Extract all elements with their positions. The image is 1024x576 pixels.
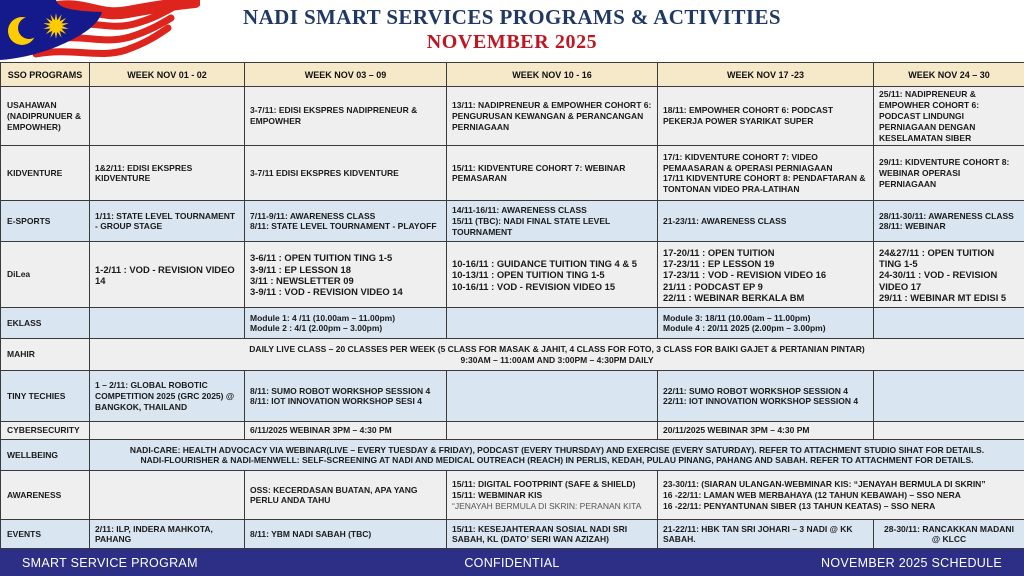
schedule-entry: 8/11: YBM NADI SABAH (TBC) [250, 528, 372, 539]
table-header-row [1, 63, 1024, 87]
schedule-entry: Module 4 : 20/11 2025 (2.00pm – 3.00pm) [663, 323, 826, 334]
schedule-entry: 15/11: KESEJAHTERAAN SOSIAL NADI SRI SABAH, KL (DATO’ SERI WAN AZIZAH) [452, 523, 628, 545]
page-title: NADI SMART SERVICES PROGRAMS & ACTIVITIES [243, 5, 781, 29]
schedule-cell [658, 201, 874, 242]
schedule-entry: 1&2/11: EDISI EKSPRES KIDVENTURE [95, 162, 193, 184]
table-row [1, 146, 1024, 201]
schedule-cell [90, 242, 245, 308]
schedule-entry: 2/11: ILP, INDERA MAHKOTA, PAHANG [95, 523, 213, 545]
schedule-entry: 3-9/11 : VOD - REVISION VIDEO 14 [250, 286, 403, 298]
schedule-cell [874, 308, 1024, 339]
schedule-cell [90, 339, 1024, 371]
schedule-cell [245, 242, 447, 308]
program-cell: EKLASS [1, 308, 90, 339]
schedule-entry: 15/11 (TBC): NADI FINAL STATE LEVEL TOURNAMENT [452, 215, 611, 237]
schedule-cell [447, 308, 658, 339]
schedule-entry: 16 -22/11: PENYANTUNAN SIBER (13 TAHUN KEATAS) – SSO NERA [663, 500, 936, 511]
schedule-entry: 10-13/11 : OPEN TUITION TING 1-5 [452, 269, 605, 281]
schedule-cell [658, 146, 874, 201]
program-cell: E-SPORTS [1, 201, 90, 242]
footer-left-text: SMART SERVICE PROGRAM [22, 555, 198, 570]
program-cell: EVENTS [1, 520, 90, 549]
schedule-entry: 15/11: DIGITAL FOOTPRINT (SAFE & SHIELD) [452, 479, 636, 490]
schedule-entry: 1 – 2/11: GLOBAL ROBOTIC COMPETITION 2025 (GRC 2025) @ BANGKOK, THAILAND [95, 380, 235, 412]
schedule-entry: 21-22/11: HBK TAN SRI JOHARI – 3 NADI @ KK SABAH. [663, 523, 853, 545]
schedule-cell [447, 422, 658, 440]
schedule-entry: 18/11: EMPOWHER COHORT 6: PODCAST PEKERJA POWER SYARIKAT SUPER [663, 105, 834, 127]
schedule-entry: 3-7/11 EDISI EKSPRES KIDVENTURE [250, 167, 399, 178]
schedule-cell [447, 146, 658, 201]
schedule-entry: 17/11 KIDVENTURE COHORT 8: PENDAFTARAN & TONTONAN VIDEO PRA-LATIHAN [663, 173, 866, 195]
schedule-entry: 6/11/2025 WEBINAR 3PM – 4:30 PM [250, 425, 392, 436]
schedule-cell [874, 371, 1024, 422]
table-row [1, 422, 1024, 440]
table-row [1, 471, 1024, 520]
schedule-cell [874, 87, 1024, 146]
schedule-entry: 22/11 : WEBINAR BERKALA BM [663, 291, 805, 303]
program-cell: WELLBEING [1, 440, 90, 471]
schedule-entry: Module 3: 18/11 (10.00am – 11.00pm) [663, 312, 811, 323]
schedule-entry: 8/11: SUMO ROBOT WORKSHOP SESSION 4 [250, 385, 431, 396]
schedule-cell [245, 201, 447, 242]
schedule-entry: 17-23/11 : VOD - REVISION VIDEO 16 [663, 269, 827, 281]
schedule-cell [90, 146, 245, 201]
schedule-cell [90, 422, 245, 440]
footer-right-text: NOVEMBER 2025 SCHEDULE [821, 555, 1002, 570]
schedule-cell [447, 520, 658, 549]
schedule-entry: 15/11: KIDVENTURE COHORT 7: WEBINAR PEMASARAN [452, 162, 626, 184]
page-subtitle: NOVEMBER 2025 [426, 31, 598, 53]
schedule-entry: 17-23/11 : EP LESSON 19 [663, 257, 775, 269]
schedule-entry: 10-16/11 : GUIDANCE TUITION TING 4 & 5 [452, 257, 637, 269]
schedule-cell [90, 371, 245, 422]
table-body [1, 87, 1024, 549]
column-header: WEEK NOV 17 -23 [658, 63, 874, 87]
schedule-cell [90, 308, 245, 339]
schedule-entry: Module 2 : 4/1 (2.00pm – 3.00pm) [250, 323, 383, 334]
schedule-entry: 21/11 : PODCAST EP 9 [663, 280, 763, 292]
schedule-entry: “JENAYAH BERMULA DI SKRIN: PERANAN KITA [452, 500, 642, 511]
program-cell: AWARENESS [1, 471, 90, 520]
schedule-entry: Module 1: 4 /11 (10.00am – 11.00pm) [250, 312, 396, 323]
schedule-entry: 9:30AM – 11:00AM AND 3:00PM – 4:30PM DAILY [460, 354, 654, 365]
table-row [1, 308, 1024, 339]
column-header: WEEK NOV 01 - 02 [90, 63, 245, 87]
schedule-entry: 16 -22/11: LAMAN WEB MERBAHAYA (12 TAHUN KEBAWAH) – SSO NERA [663, 489, 961, 500]
schedule-cell [245, 146, 447, 201]
schedule-entry: 20/11/2025 WEBINAR 3PM – 4:30 PM [663, 425, 810, 436]
schedule-cell [447, 471, 658, 520]
schedule-entry: 8/11: IOT INNOVATION WORKSHOP SESI 4 [250, 396, 422, 407]
schedule-entry: 24&27/11 : OPEN TUITION TING 1-5 [879, 246, 995, 269]
schedule-entry: 1-2/11 : VOD - REVISION VIDEO 14 [95, 263, 235, 286]
schedule-entry: 14/11-16/11: AWARENESS CLASS [452, 205, 587, 216]
schedule-cell [90, 87, 245, 146]
schedule-entry: 3/11 : NEWSLETTER 09 [250, 274, 354, 286]
schedule-entry: 3-7/11: EDISI EKSPRES NADIPRENEUR & EMPOWHER [250, 105, 418, 127]
column-header: WEEK NOV 03 – 09 [245, 63, 447, 87]
schedule-entry: 15/11: WEBMINAR KIS [452, 489, 543, 500]
schedule-entry: 28-30/11: RANCAKKAN MADANI @ KLCC [884, 523, 1014, 545]
schedule-entry: NADI-FLOURISHER & NADI-MENWELL: SELF-SCREENING AT NADI AND MEDICAL OUTREACH (REACH) IN PERLIS, KEDAH, PULAU PINANG, PAHANG AND SABAH. REFER TO ATTACHMENT FOR DETAILS. [140, 455, 974, 466]
schedule-entry: 1/11: STATE LEVEL TOURNAMENT - GROUP STAGE [95, 210, 236, 232]
schedule-cell [245, 308, 447, 339]
schedule-entry: 3-9/11 : EP LESSON 18 [250, 263, 351, 275]
schedule-entry: NADI-CARE: HEALTH ADVOCACY VIA WEBINAR(LIVE – EVERY TUESDAY & FRIDAY), PODCAST (EVERY THURSDAY) AND EXERCISE (EVERY SATURDAY). REFER TO ATTACHMENT STUDIO SIHAT FOR DETAILS. [129, 444, 985, 455]
program-cell: DiLea [1, 242, 90, 308]
table-row [1, 242, 1024, 308]
schedule-entry: 17/1: KIDVENTURE COHORT 7: VIDEO PEMAASARAN & OPERASI PERNIAGAAN [663, 151, 833, 173]
schedule-cell [658, 520, 874, 549]
program-cell: CYBERSECURITY [1, 422, 90, 440]
schedule-entry: 25/11: NADIPRENEUR & EMPOWHER COHORT 6: PODCAST LINDUNGI PERNIAGAAN DENGAN KESELAMATAN SIBER [879, 89, 980, 143]
schedule-entry: 29/11: KIDVENTURE COHORT 8: WEBINAR OPERASI PERNIAGAAN [879, 157, 1010, 189]
schedule-entry: 17-20/11 : OPEN TUITION [663, 246, 775, 258]
schedule-cell [874, 422, 1024, 440]
program-cell: USAHAWAN (NADIPRUNUER & EMPOWHER) [1, 87, 90, 146]
schedule-entry: 21-23/11: AWARENESS CLASS [663, 215, 787, 226]
schedule-entry: 8/11: STATE LEVEL TOURNAMENT - PLAYOFF [250, 221, 437, 232]
schedule-cell [658, 371, 874, 422]
column-header: SSO PROGRAMS [1, 63, 90, 87]
schedule-cell [447, 87, 658, 146]
page-header [0, 0, 1024, 62]
schedule-entry: 13/11: NADIPRENEUR & EMPOWHER COHORT 6: PENGURUSAN KEWANGAN & PERANCANGAN PERNIAGAAN [452, 99, 652, 132]
schedule-cell [245, 422, 447, 440]
schedule-entry: 28/11: WEBINAR [879, 221, 946, 232]
table-row [1, 371, 1024, 422]
schedule-entry: 7/11-9/11: AWARENESS CLASS [250, 210, 376, 221]
table-row [1, 87, 1024, 146]
schedule-entry: 22/11: SUMO ROBOT WORKSHOP SESSION 4 [663, 385, 848, 396]
malaysia-flag-icon [0, 0, 200, 62]
schedule-entry: 24-30/11 : VOD - REVISION VIDEO 17 [879, 269, 998, 292]
table-row [1, 339, 1024, 371]
schedule-cell [874, 520, 1024, 549]
schedule-entry: 23-30/11: (SIARAN ULANGAN-WEBMINAR KIS: “JENAYAH BERMULA DI SKRIN” [663, 479, 986, 490]
column-header: WEEK NOV 24 – 30 [874, 63, 1024, 87]
table-row [1, 201, 1024, 242]
table-row [1, 520, 1024, 549]
column-header: WEEK NOV 10 - 16 [447, 63, 658, 87]
schedule-cell [874, 201, 1024, 242]
schedule-cell [658, 308, 874, 339]
schedule-cell [658, 422, 874, 440]
schedule-entry: 28/11-30/11: AWARENESS CLASS [879, 210, 1014, 221]
schedule-entry: 22/11: IOT INNOVATION WORKSHOP SESSION 4 [663, 396, 859, 407]
schedule-cell [447, 242, 658, 308]
schedule-cell [90, 201, 245, 242]
schedule-entry: 3-6/11 : OPEN TUITION TING 1-5 [250, 252, 393, 264]
schedule-cell [90, 440, 1024, 471]
footer-bar [0, 549, 1024, 576]
schedule-entry: 10-16/11 : VOD - REVISION VIDEO 15 [452, 280, 616, 292]
schedule-cell [90, 520, 245, 549]
schedule-cell [874, 242, 1024, 308]
schedule-cell [658, 87, 874, 146]
schedule-cell [90, 471, 245, 520]
schedule-cell [245, 520, 447, 549]
program-cell: KIDVENTURE [1, 146, 90, 201]
schedule-entry: DAILY LIVE CLASS – 20 CLASSES PER WEEK (5 CLASS FOR MASAK & JAHIT, 4 CLASS FOR FOTO, 3 CLASS FOR BAIKI GAJET & PERTANIAN PINTAR) [249, 344, 865, 354]
schedule-cell [874, 146, 1024, 201]
schedule-cell [245, 87, 447, 146]
schedule-entry: 29/11 : WEBINAR MT EDISI 5 [879, 291, 1007, 303]
schedule-cell [245, 471, 447, 520]
schedule-cell [447, 201, 658, 242]
program-cell: MAHIR [1, 339, 90, 371]
program-cell: TINY TECHIES [1, 371, 90, 422]
table-row [1, 440, 1024, 471]
schedule-table [0, 62, 1024, 549]
schedule-cell [245, 371, 447, 422]
footer-confidential-text: CONFIDENTIAL [464, 555, 560, 570]
schedule-cell [447, 371, 658, 422]
schedule-entry: OSS: KECERDASAN BUATAN, APA YANG PERLU ANDA TAHU [250, 484, 418, 506]
schedule-cell [658, 471, 1024, 520]
schedule-cell [658, 242, 874, 308]
